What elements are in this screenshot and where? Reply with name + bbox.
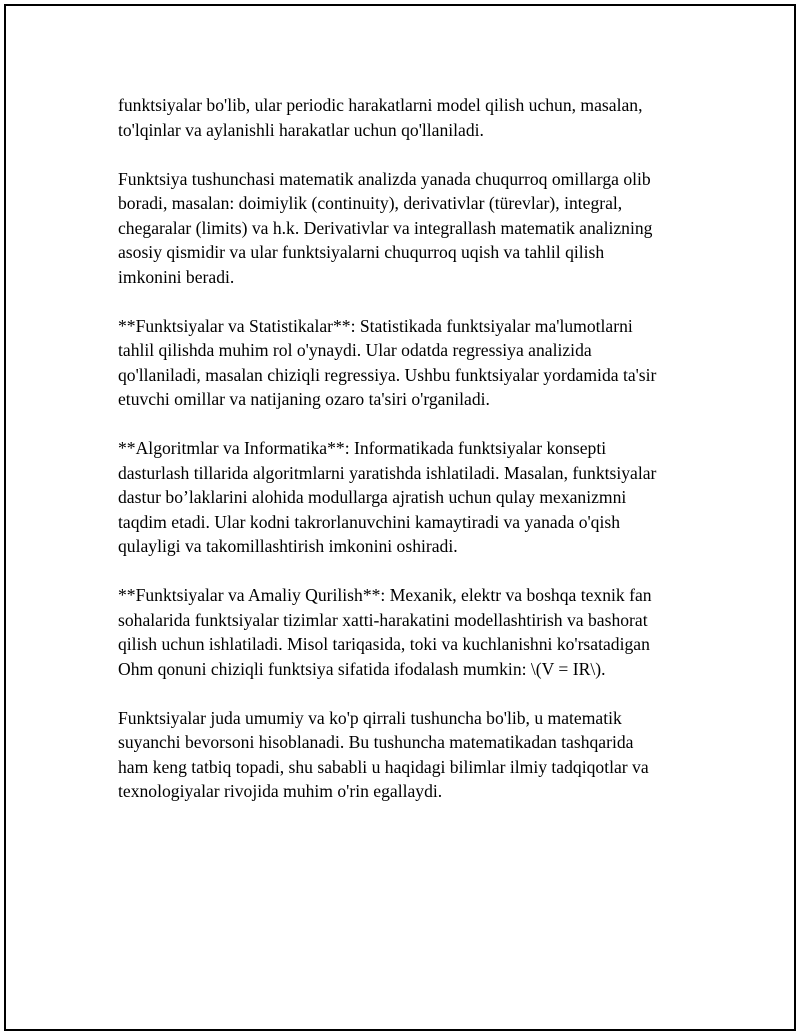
paragraph-conclusion: Funktsiyalar juda umumiy va ko'p qirrali tushuncha bo'lib, u matematik suyanchi bevorsoni hisoblanadi. Bu tushuncha matematikadan tashqarida ham keng tatbiq topadi, shu sababli u haqidagi bilimlar ilmiy tadqiqotlar va texnologiyalar rivojida muhim o'rin egallaydi. [118, 707, 649, 801]
paragraph-statistics: **Funktsiyalar va Statistikalar**: Statistikada funktsiyalar ma'lumotlarni tahlil qilishda muhim rol o'ynaydi. Ular odatda regressiya analizida qo'llaniladi, masalan chiziqli regressiya. Ushbu funktsiyalar yordamida ta'sir etuvchi omillar va natijaning ozaro ta'siri o'rganiladi. [118, 315, 657, 409]
document-body [118, 93, 698, 828]
paragraph-periodic-functions: funktsiyalar bo'lib, ular periodic harakatlarni model qilish uchun, masalan, to'lqinlar va aylanishli harakatlar uchun qo'llaniladi. [118, 95, 643, 140]
paragraph-informatics: **Algoritmlar va Informatika**: Informatikada funktsiyalar konsepti dasturlash tillarida algoritmlarni yaratishda ishlatiladi. Masalan, funktsiyalar dastur bo’laklarini alohida modullarga ajratish uchun qulay mexanizmni taqdim etadi. Ular kodni takrorlanuvchini kamaytiradi va yanada o'qish qulayligi va takomillashtirish imkonini oshiradi. [118, 438, 657, 556]
paragraph-analysis: Funktsiya tushunchasi matematik analizda yanada chuqurroq omillarga olib boradi, masalan: doimiylik (continuity), derivativlar (türevlar), integral, chegaralar (limits) va h.k. Derivativlar va integrallash matematik analizning asosiy qismidir va ular funktsiyalarni chuqurroq uqish va tahlil qilish imkonini beradi. [118, 168, 653, 287]
paragraph-applied-engineering: **Funktsiyalar va Amaliy Qurilish**: Mexanik, elektr va boshqa texnik fan sohalarida funktsiyalar tizimlar xatti-harakatini modellashtirish va bashorat qilish uchun ishlatiladi. Misol tariqasida, toki va kuchlanishni ko'rsatadigan Ohm qonuni chiziqli funktsiya sifatida ifodalash mumkin: \(V = IR\). [118, 585, 652, 679]
